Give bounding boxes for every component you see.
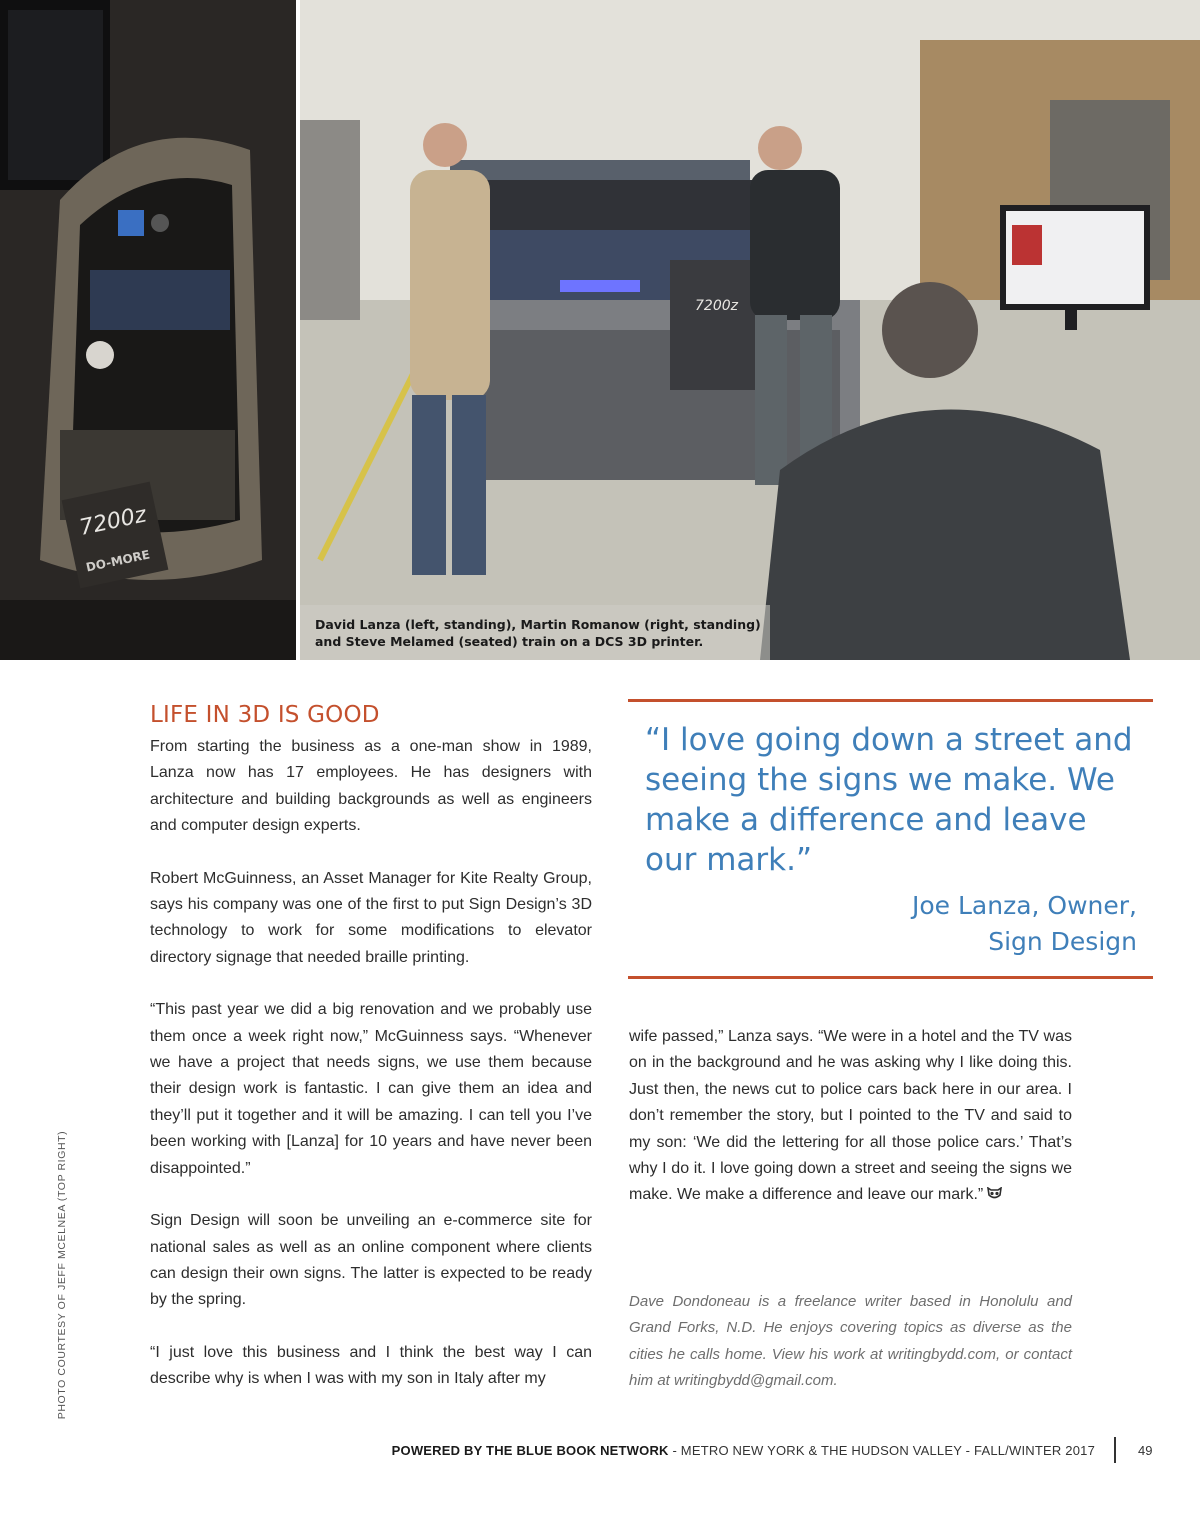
paragraph-text: wife passed,” Lanza says. “We were in a hotel and the TV was on in the background and he was asking why I like doing this. Just then, the news cut to police cars back here in our area. I don’t remember the story, but I pointed to the TV and said to my son: ‘We did the lettering for all those police cars.’ That’s why I do it. I love going down a street and seeing the signs we make. We make a difference and leave our mark.” (629, 1028, 1072, 1204)
page-number: 49 (1138, 1443, 1153, 1458)
pull-quote-rule-top (628, 699, 1153, 702)
footer-brand: POWERED BY THE BLUE BOOK NETWORK (391, 1443, 669, 1458)
author-bio: Dave Dondoneau is a freelance writer based in Honolulu and Grand Forks, N.D. He enjoys covering topics as diverse as the cities he calls home. View his work at writingbydd.com, or contact him at writingbydd@gmail.com. (629, 1293, 1072, 1390)
workshop-illustration (300, 0, 1200, 660)
footer-divider (1114, 1437, 1116, 1463)
printer-closeup-illustration (0, 0, 296, 660)
footer-details: - METRO NEW YORK & THE HUDSON VALLEY - FALL/WINTER 2017 (668, 1443, 1095, 1458)
machine-label: 7200z (77, 502, 149, 541)
pull-quote-rule-bottom (628, 976, 1153, 979)
pull-quote: “I love going down a street and seeing the signs we make. We make a difference and leave our mark.” (645, 722, 1133, 878)
machine-label-main: 7200z (695, 298, 738, 314)
pull-quote-attribution: Joe Lanza, Owner, Sign Design (912, 891, 1137, 956)
footer-line (392, 1443, 1095, 1458)
workshop-photo (300, 0, 1200, 660)
paragraph (629, 1024, 1072, 1209)
paragraph: From starting the business as a one-man show in 1989, Lanza now has 17 employees. He has designers with architecture and building backgrounds as well as engineers and computer design experts. (150, 738, 592, 835)
photo-strip (0, 0, 1200, 660)
section-heading: LIFE IN 3D IS GOOD (150, 702, 380, 728)
article-column-left (150, 734, 592, 1419)
printer-closeup-photo (0, 0, 296, 660)
photo-credit: PHOTO COURTESY OF JEFF MCELNEA (TOP RIGHT) (56, 1130, 68, 1420)
paragraph: “This past year we did a big renovation and we probably use them once a week right now,” McGuinness says. “Whenever we have a project that needs signs, we use them because their design work is fantastic. I can give them an idea and they’ll put it together and it will be amazing. I can tell you I’ve been working with [Lanza] for 10 years and have never been disappointed.” (150, 1001, 592, 1177)
article-column-right (629, 1024, 1072, 1235)
paragraph: Robert McGuinness, an Asset Manager for Kite Realty Group, says his company was one of the first to put Sign Design’s 3D technology to work for some modifications to elevator directory signage that needed braille printing. (150, 869, 592, 966)
photo-caption: David Lanza (left, standing), Martin Romanow (right, standing) and Steve Melamed (seated) train on a DCS 3D printer. (315, 617, 761, 649)
machine-brand: DO-MORE (84, 547, 152, 575)
paragraph: “I just love this business and I think the best way I can describe why is when I was with my son in Italy after my (150, 1343, 592, 1388)
owl-endmark-icon (987, 1187, 1002, 1200)
printer-badge (62, 482, 169, 589)
paragraph: Sign Design will soon be unveiling an e-commerce site for national sales as well as an online component where clients can design their own signs. The latter is expected to be ready by the spring. (150, 1212, 592, 1309)
